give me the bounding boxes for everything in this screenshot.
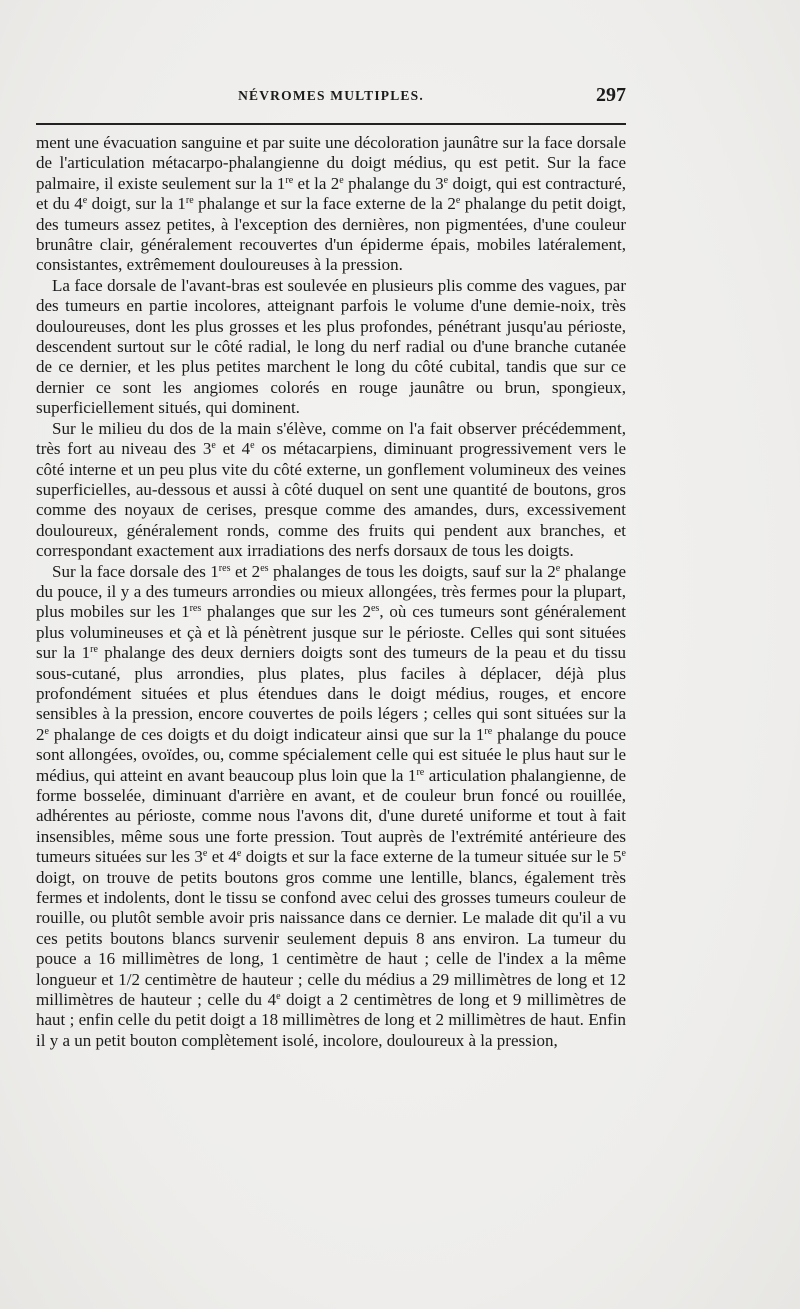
ordinal-superscript: e: [621, 848, 626, 860]
ordinal-superscript: e: [250, 440, 255, 452]
paragraph: [36, 133, 626, 276]
text-body: [36, 133, 626, 1051]
ordinal-superscript: re: [484, 725, 493, 737]
text-run: La face dorsale de l'avant-bras est soulevée en plusieurs plis comme des vagues, par des tumeurs en partie incolores, atteignant parfois le volume d'une demie-noix, très douloureuses, dont les plus grosses et les plus profondes, pénétrant jusqu'au périoste, descendent surtout sur le côté radial, le long du nerf radial ou d'une branche cutanée de ce dernier, et les plus petites marchent le long du côté cubital, tandis que sur ce dernier ce sont les angiomes colorés en rouge jaunâtre ou brun, spongieux, superficiellement situés, qui dominent.: [36, 275, 626, 418]
running-title: NÉVROMES MULTIPLES.: [238, 88, 424, 103]
text-run: phalanges que sur les 2: [201, 602, 371, 622]
ordinal-superscript: re: [285, 174, 294, 186]
text-run: doigt, qui est contracturé, et du 4: [36, 173, 626, 214]
ordinal-superscript: e: [44, 725, 49, 737]
page-header: [36, 84, 626, 112]
text-run: phalange de ces doigts et du doigt indicateur ainsi que sur la 1: [48, 724, 485, 744]
page-number: 297: [596, 84, 626, 106]
ordinal-superscript: es: [370, 603, 380, 615]
header-rule: [36, 123, 626, 125]
text-run: doigt a 2 centimètres de long et 9 millimètres de haut ; enfin celle du petit doigt a 18 millimètres de long et 2 millimètres de haut. Enfin il y a un petit bouton complètement isolé, incolore, douloureux à la pression,: [36, 990, 626, 1050]
ordinal-superscript: res: [218, 562, 231, 574]
ordinal-superscript: e: [82, 195, 88, 207]
ordinal-superscript: re: [90, 644, 98, 656]
text-run: ment une évacuation sanguine et par suite une décoloration jaunâtre sur la face dorsale de l'articulation métacarpo-phalangienne du doigt médius, qu est petit. Sur la face palmaire, il existe seulement sur la 1: [36, 133, 626, 193]
ordinal-superscript: es: [260, 562, 269, 574]
ordinal-superscript: e: [555, 562, 561, 574]
ordinal-superscript: re: [416, 766, 425, 778]
text-run: phalange du petit doigt, des tumeurs assez petites, à l'exception des dernières, non pigmentées, d'une couleur brunâtre clair, généralement recouvertes d'un épiderme épais, mobiles latéralement, consistantes, extrêmement douloureuses à la pression.: [36, 194, 627, 275]
text-run: et 2: [230, 561, 261, 581]
text-run: Sur le milieu du dos de la main s'élève, comme on l'a fait observer précédemment, très fort au niveau des 3: [36, 418, 626, 459]
ordinal-superscript: e: [443, 174, 449, 186]
text-run: doigt, on trouve de petits boutons gros comme une lentille, blancs, également très fermes et indolents, dont le tissu se confond avec celui des grosses tumeurs couleur de rouille, ou plutôt semble avoir pris naissance dans ce dernier. Le malade dit qu'il a vu ces petits boutons blancs survenir seulement depuis 8 ans environ. La tumeur du pouce a 16 millimètres de long, 1 centimètre de haut ; celle de l'index a la même longueur et 1/2 centimètre de hauteur ; celle du médius a 29 millimètres de long et 12 millimètres de hauteur ; celle du 4: [36, 867, 626, 1010]
ordinal-superscript: e: [211, 440, 216, 452]
text-run: , où ces tumeurs sont généralement plus volumineuses et çà et là pénètrent jusque sur le périoste. Celles qui sont situées sur la 1: [36, 602, 626, 663]
text-run: et 4: [207, 847, 237, 867]
text-run: et 4: [215, 439, 251, 459]
text-run: phalange du pouce sont allongées, ovoïdes, ou, comme spécialement celle qui est située le plus haut sur le médius, qui atteint en avant beaucoup plus loin que la 1: [36, 724, 626, 785]
text-run: et la 2: [293, 173, 340, 193]
text-run: os métacarpiens, diminuant progressivement vers le côté interne et un peu plus vite du côté externe, un gonflement volumineux des veines superficielles, au-dessous et aussi à côté duquel on sent une quantité de boutons, gros comme des noyaux de cerises, presque comme des amandes, durs, excessivement douloureux, généralement ronds, comme des fruits qui pendent aux branches, et correspondant exactement aux irradiations des nerfs dorsaux de tous les doigts.: [36, 439, 626, 561]
text-run: phalange du 3: [343, 173, 444, 193]
text-run: phalange du pouce, il y a des tumeurs arrondies ou mieux allongées, très fermes pour la plupart, plus mobiles sur les 1: [36, 561, 626, 622]
text-run: phalange et sur la face externe de la 2: [193, 194, 456, 214]
paragraph: [36, 276, 626, 419]
text-run: articulation phalangienne, de forme bosselée, diminuant d'arrière en avant, et de couleur brun foncé ou rouillée, adhérentes au périoste, comme nous l'avons dit, d'une dureté uniforme et tout à fait insensibles, même sous une forte pression. Tout auprès de l'extrémité antérieure des tumeurs situées sur les 3: [36, 765, 626, 867]
text-run: Sur la face dorsale des 1: [52, 561, 219, 581]
text-run: phalanges de tous les doigts, sauf sur la 2: [268, 561, 556, 581]
text-run: doigts et sur la face externe de la tumeur située sur le 5: [241, 847, 622, 867]
ordinal-superscript: e: [339, 174, 344, 186]
ordinal-superscript: e: [455, 195, 461, 207]
paragraph: [36, 419, 626, 562]
ordinal-superscript: re: [185, 195, 194, 207]
ordinal-superscript: e: [202, 848, 208, 860]
text-run: doigt, sur la 1: [87, 194, 186, 214]
text-run: phalange des deux derniers doigts sont des tumeurs de la peau et du tissu sous-cutané, plus arrondies, plus plates, plus faciles à déplacer, déjà plus profondément situées et plus étendues dans le doigt médius, rouges, et encore sensibles à la pression, encore couvertes de poils légers ; celles qui sont situées sur la 2: [36, 643, 627, 744]
ordinal-superscript: res: [189, 603, 202, 615]
paragraph: [36, 562, 626, 1052]
ordinal-superscript: e: [236, 848, 242, 860]
ordinal-superscript: e: [276, 991, 281, 1003]
